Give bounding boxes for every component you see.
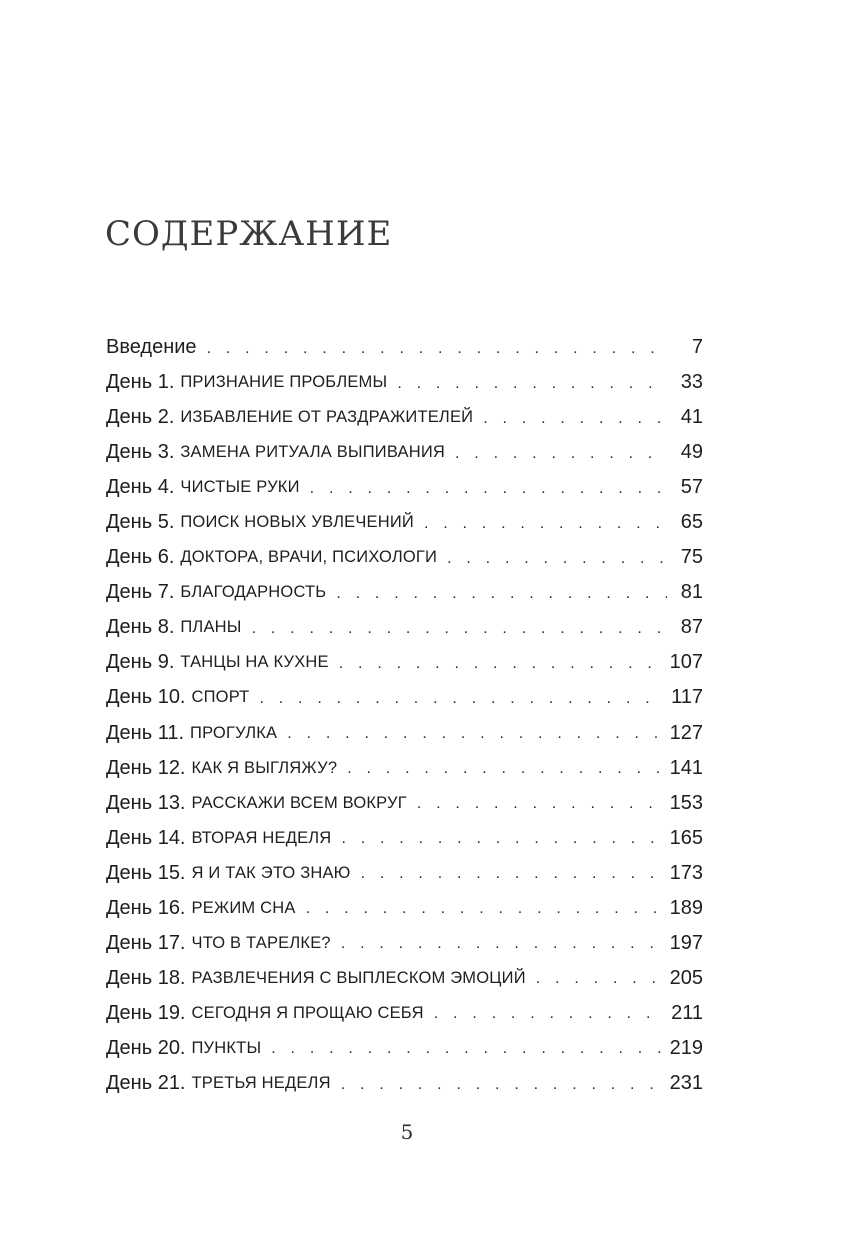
dot-leader [417,795,664,813]
dot-leader [347,760,663,778]
toc-entry-page: 49 [680,441,703,464]
toc-entry-prefix: День 17. [106,931,186,954]
toc-entry-page: 75 [680,546,703,569]
toc-entry-title: РАССКАЖИ ВСЕМ ВОКРУГ [191,793,407,812]
toc-entry-page: 197 [669,931,703,954]
dot-leader [310,480,667,498]
toc-entry-title: ПЛАНЫ [180,618,242,637]
toc-entry-prefix: День 14. [106,826,186,849]
toc-entry-title: ВТОРАЯ НЕДЕЛЯ [191,828,332,847]
toc-entry-prefix: День 1. [106,371,175,394]
toc-entry-page: 107 [669,651,703,674]
toc-entry-prefix: День 2. [106,406,175,429]
toc-entry[interactable] [106,330,703,365]
toc-entry[interactable] [106,1066,703,1101]
toc-entry-prefix: День 12. [106,756,186,779]
dot-leader [341,935,664,953]
dot-leader [259,690,665,708]
toc-entry-prefix: День 7. [106,581,175,604]
toc-entry[interactable] [106,680,703,715]
toc-entry-prefix: День 3. [106,441,175,464]
dot-leader [207,340,667,358]
toc-entry[interactable] [106,891,703,926]
toc-entry-prefix: День 16. [106,896,186,919]
toc-entry-page: 87 [680,616,703,639]
toc-entry-title: Я И ТАК ЭТО ЗНАЮ [191,863,351,882]
toc-entry-page: 81 [680,581,703,604]
toc-entry-title: ПОИСК НОВЫХ УВЛЕЧЕНИЙ [180,513,414,532]
toc-entry[interactable] [106,926,703,961]
toc-entry-page: 231 [669,1072,703,1094]
toc-entry-title: ДОКТОРА, ВРАЧИ, ПСИХОЛОГИ [180,548,438,567]
dot-leader [252,620,667,638]
toc-entry[interactable] [106,961,703,996]
dot-leader [434,1005,665,1023]
toc-entry[interactable] [106,751,703,786]
toc-entry-title: СПОРТ [191,688,250,707]
toc-entry[interactable] [106,610,703,645]
toc-entry-title: РАЗВЛЕЧЕНИЯ С ВЫПЛЕСКОМ ЭМОЦИЙ [191,968,526,987]
toc-entry-title: РЕЖИМ СНА [191,898,296,917]
toc-entry-prefix: Введение [106,336,197,359]
toc-entry-prefix: День 4. [106,476,175,499]
toc-entry[interactable] [106,400,703,435]
dot-leader [455,445,667,463]
dot-leader [483,410,667,428]
toc-entry-title: БЛАГОДАРНОСТЬ [180,583,327,602]
toc-entry[interactable] [106,435,703,470]
toc-entry-title: СЕГОДНЯ Я ПРОЩАЮ СЕБЯ [191,1003,424,1022]
toc-entry-title: ПРОГУЛКА [190,723,278,742]
toc-entry-page: 189 [669,896,703,919]
toc-entry-page: 173 [669,861,703,884]
toc-entry-prefix: День 11. [106,721,185,744]
toc-entry[interactable] [106,575,703,610]
toc-entry-page: 65 [680,511,703,534]
toc-entry-title: ТРЕТЬЯ НЕДЕЛЯ [191,1074,331,1092]
toc-entry-prefix: День 6. [106,546,175,569]
toc-entry-prefix: День 20. [106,1036,186,1059]
toc-entry-page: 205 [669,966,703,989]
toc-entry-title: ТАНЦЫ НА КУХНЕ [180,653,329,672]
toc-entry-page: 57 [680,476,703,499]
dot-leader [287,725,663,743]
toc-entry[interactable] [106,540,703,575]
toc-entry-title: КАК Я ВЫГЛЯЖУ? [191,758,338,777]
toc-entry[interactable] [106,365,703,400]
toc-entry-title: ИЗБАВЛЕНИЕ ОТ РАЗДРАЖИТЕЛЕЙ [180,408,474,427]
dot-leader [447,550,667,568]
toc-entry[interactable] [106,470,703,505]
toc-entry-page: 117 [671,686,703,709]
toc-entry[interactable] [106,645,703,680]
toc-entry-page: 41 [680,406,703,429]
dot-leader [397,375,667,393]
dot-leader [536,970,664,988]
toc-entry[interactable] [106,856,703,891]
toc-entry-prefix: День 5. [106,511,175,534]
toc-entry-title: ПРИЗНАНИЕ ПРОБЛЕМЫ [180,373,388,392]
toc-entry-title: ЧТО В ТАРЕЛКЕ? [191,933,331,952]
dot-leader [424,515,667,533]
toc-entry-page: 33 [680,371,703,394]
toc-entry-prefix: День 19. [106,1001,186,1024]
toc-entry[interactable] [106,996,703,1031]
toc-entry-prefix: День 18. [106,966,186,989]
dot-leader [336,585,667,603]
toc-entry-page: 153 [669,791,703,814]
toc-entry-page: 165 [669,826,703,849]
toc-entry-prefix: День 9. [106,651,175,674]
toc-entry-page: 141 [669,756,703,779]
toc-entry-prefix: День 13. [106,791,186,814]
toc-entry[interactable] [106,1031,703,1066]
toc-entry-prefix: День 21. [106,1072,186,1094]
dot-leader [341,830,663,848]
toc-entry[interactable] [106,786,703,821]
toc-entry[interactable] [106,505,703,540]
toc-entry-title: ЧИСТЫЕ РУКИ [180,478,300,497]
toc-entry[interactable] [106,821,703,856]
dot-leader [339,655,664,673]
toc-entry-prefix: День 15. [106,861,186,884]
dot-leader [306,900,664,918]
toc-entry-title: ЗАМЕНА РИТУАЛА ВЫПИВАНИЯ [180,443,445,462]
toc-entry-title: ПУНКТЫ [191,1038,262,1057]
table-of-contents [106,330,703,1101]
page-number: 5 [400,1120,414,1144]
toc-entry-page: 211 [671,1001,703,1024]
dot-leader [341,1076,664,1094]
page-title: СОДЕРЖАНИЕ [105,214,393,254]
toc-entry-prefix: День 10. [106,686,186,709]
toc-entry-page: 127 [669,721,703,744]
toc-entry[interactable] [106,716,703,751]
toc-entry-page: 219 [669,1036,703,1059]
dot-leader [271,1040,663,1058]
toc-entry-prefix: День 8. [106,616,175,639]
dot-leader [361,865,664,883]
toc-entry-page: 7 [691,336,703,359]
